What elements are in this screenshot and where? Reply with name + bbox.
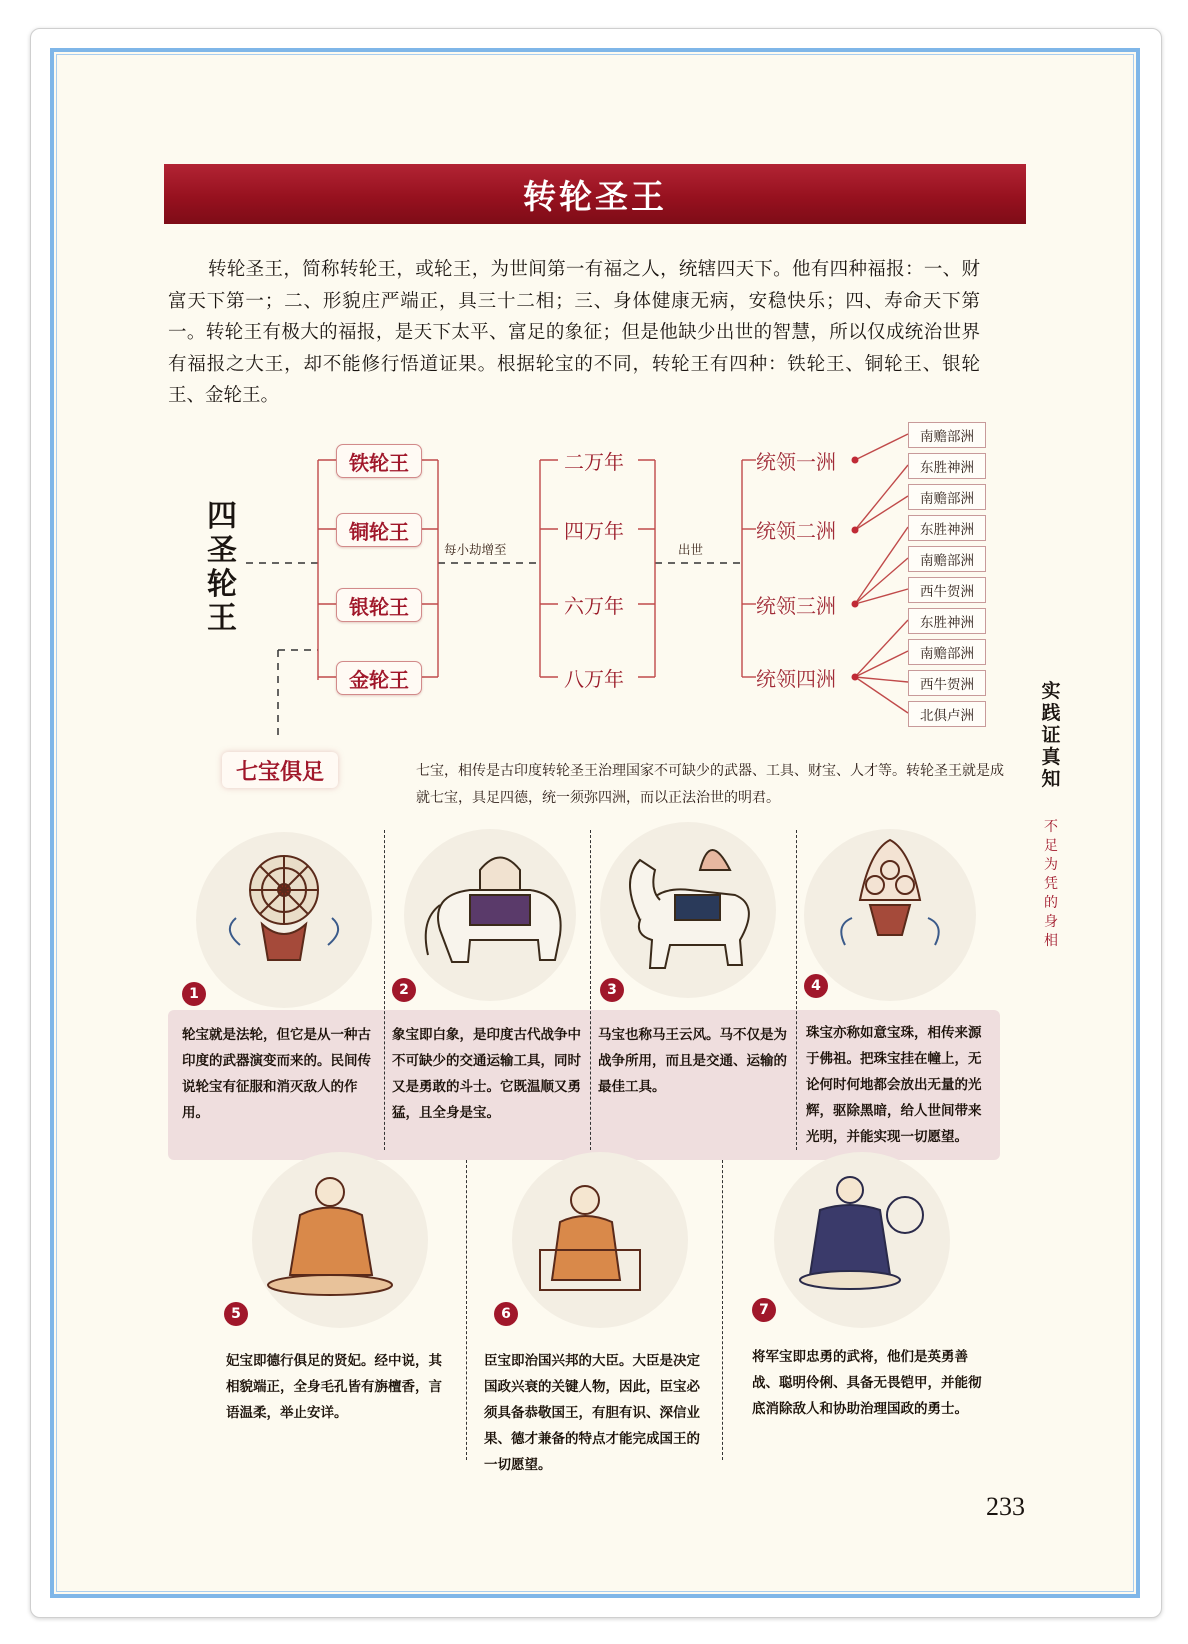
king-box-silver: 银轮王 xyxy=(336,588,422,622)
link-lifespan-label: 每小劫增至 xyxy=(444,542,507,557)
intro-paragraph: 转轮圣王，简称转轮王，或轮王，为世间第一有福之人，统辖四天下。他有四种福报：一、财富天下第一；二、形貌庄严端正，具三十二相；三、身体健康无病，安稳快乐；四、寿命天下第一。转轮王有极大的福报，是天下太平、富足的象征；但是他缺少出世的智慧，所以仅成统治世界有福报之大王，却不能修行悟道证果。根据轮宝的不同，转轮王有四种：铁轮王、铜轮王、银轮王、金轮王。 xyxy=(168,259,980,406)
diagram-root: 四圣轮王 xyxy=(207,499,237,636)
king-box-copper: 铜轮王 xyxy=(336,513,422,547)
continent-box: 东胜神洲 xyxy=(908,608,986,634)
badge-4: 4 xyxy=(804,974,828,998)
page-title: 转轮圣王 xyxy=(523,176,667,216)
seven-treasures-label: 七宝俱足 xyxy=(222,752,338,788)
rule-one: 统领一洲 xyxy=(756,450,836,474)
link-appear-label: 出世 xyxy=(678,542,704,557)
treasure-desc-general: 将军宝即忠勇的武将，他们是英勇善战、聪明伶俐、具备无畏铠甲，并能彻底消除敌人和协助治理国政的勇士。 xyxy=(752,1349,982,1417)
badge-7: 7 xyxy=(752,1298,776,1322)
badge-6: 6 xyxy=(494,1302,518,1326)
treasure-desc-elephant: 象宝即白象，是印度古代战争中不可缺少的交通运输工具，同时又是勇敢的斗士。它既温顺又勇猛，且全身是宝。 xyxy=(392,1027,581,1121)
treasure-desc-horse: 马宝也称马王云风。马不仅是为战争所用，而且是交通、运输的最佳工具。 xyxy=(598,1027,787,1095)
badge-1: 1 xyxy=(182,982,206,1006)
side-section-subtitle: 不足为凭的身相 xyxy=(1044,819,1058,949)
continent-box: 南赡部洲 xyxy=(908,422,986,448)
treasure-desc-wheel: 轮宝就是法轮，但它是从一种古印度的武器演变而来的。民间传说轮宝有征服和消灭敌人的作用。 xyxy=(182,1027,371,1121)
continent-box: 南赡部洲 xyxy=(908,484,986,510)
continent-box: 南赡部洲 xyxy=(908,546,986,572)
continent-box: 北俱卢洲 xyxy=(908,701,986,727)
years-8: 八万年 xyxy=(564,667,624,691)
years-2: 二万年 xyxy=(564,450,624,474)
page-number: 233 xyxy=(986,1492,1025,1521)
continent-box: 西牛贺洲 xyxy=(908,577,986,603)
badge-5: 5 xyxy=(224,1302,248,1326)
years-6: 六万年 xyxy=(564,594,624,618)
seven-treasures-description: 七宝，相传是古印度转轮圣王治理国家不可缺少的武器、工具、财宝、人才等。转轮圣王就是成就七宝，具足四德，统一须弥四洲，而以正法治世的明君。 xyxy=(416,763,1004,806)
badge-2: 2 xyxy=(392,978,416,1002)
badge-3: 3 xyxy=(600,978,624,1002)
rule-four: 统领四洲 xyxy=(756,667,836,691)
side-section-title: 实践证真知 xyxy=(1041,680,1061,790)
treasure-desc-jewel: 珠宝亦称如意宝珠，相传来源于佛祖。把珠宝挂在幢上，无论何时何地都会放出无量的光辉，驱除黑暗，给人世间带来光明，并能实现一切愿望。 xyxy=(806,1025,982,1145)
continent-box: 东胜神洲 xyxy=(908,453,986,479)
king-box-iron: 铁轮王 xyxy=(336,444,422,478)
rule-two: 统领二洲 xyxy=(756,519,836,543)
treasure-desc-consort: 妃宝即德行俱足的贤妃。经中说，其相貌端正，全身毛孔皆有旃檀香，言语温柔，举止安详。 xyxy=(226,1353,442,1421)
king-box-gold: 金轮王 xyxy=(336,661,422,695)
treasure-desc-minister: 臣宝即治国兴邦的大臣。大臣是决定国政兴衰的关键人物，因此，臣宝必须具备恭敬国王，有胆有识、深信业果、德才兼备的特点才能完成国王的一切愿望。 xyxy=(484,1353,700,1473)
continent-box: 东胜神洲 xyxy=(908,515,986,541)
rule-three: 统领三洲 xyxy=(756,594,836,618)
continent-box: 西牛贺洲 xyxy=(908,670,986,696)
continent-box: 南赡部洲 xyxy=(908,639,986,665)
years-4: 四万年 xyxy=(564,519,624,543)
